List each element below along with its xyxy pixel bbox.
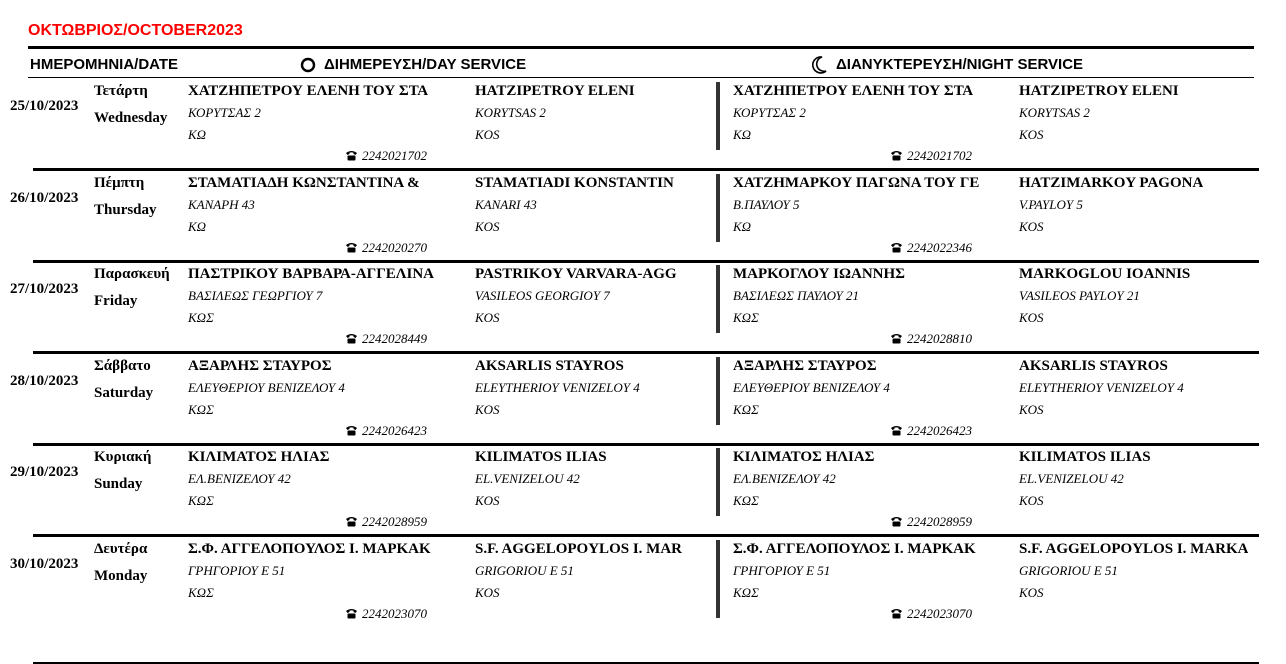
night-pharmacy-city-english: KOS	[1019, 493, 1044, 509]
date-column-header: ΗΜΕΡΟΜΗΝΙΑ/DATE	[30, 56, 179, 73]
night-pharmacy-name-greek: Σ.Φ. ΑΓΓΕΛΟΠΟΥΛΟΣ Ι. ΜΑΡΚΑΚ	[733, 541, 976, 557]
day-pharmacy-city-greek: ΚΩΣ	[188, 401, 214, 417]
night-pharmacy-phone-number: 2242022346	[907, 239, 972, 255]
day-pharmacy-address-greek: ΒΑΣΙΛΕΩΣ ΓΕΩΡΓΙΟΥ 7	[188, 288, 323, 304]
day-pharmacy-address-english: VASILEOS GEORGIOY 7	[475, 288, 610, 304]
night-service-label: ΔΙΑΝΥΚΤΕΡΕΥΣΗ/NIGHT SERVICE	[836, 56, 1084, 73]
weekday-greek: Κυριακή	[94, 449, 152, 466]
telephone-icon	[890, 424, 903, 440]
night-pharmacy-address-english: KORYTSAS 2	[1019, 105, 1090, 120]
day-pharmacy-city-english: KOS	[475, 218, 500, 234]
day-pharmacy-address-greek: ΓΡΗΓΟΡΙΟΥ Ε 51	[188, 563, 286, 578]
day-pharmacy-name-greek: ΚΙΛΙΜΑΤΟΣ ΗΛΙΑΣ	[188, 449, 330, 466]
night-pharmacy-phone-number: 2242023070	[907, 606, 972, 621]
day-pharmacy-address-english: ELEYTHERIOY VENIZELOY 4	[475, 379, 640, 395]
night-pharmacy-phone-number: 2242021702	[907, 148, 972, 163]
day-pharmacy-phone[interactable]	[345, 514, 427, 531]
night-pharmacy-address-english: V.PAYLOY 5	[1019, 196, 1083, 212]
column-divider	[716, 357, 720, 425]
weekday-greek: Πέμπτη	[94, 174, 145, 191]
night-pharmacy-phone-number: 2242028959	[907, 514, 972, 530]
day-pharmacy-address-english: GRIGORIOU E 51	[475, 563, 574, 578]
day-pharmacy-phone[interactable]	[345, 423, 427, 440]
telephone-icon	[890, 241, 903, 257]
night-pharmacy-phone[interactable]	[890, 240, 972, 257]
day-service-header	[300, 56, 526, 73]
night-service-header	[812, 56, 1083, 74]
day-pharmacy-name-english: AKSARLIS STAYROS	[475, 357, 624, 374]
day-pharmacy-address-english: EL.VENIZELOU 42	[475, 471, 580, 487]
date-cell: 30/10/2023	[10, 556, 79, 572]
night-pharmacy-city-greek: ΚΩ	[733, 127, 752, 142]
telephone-icon	[345, 149, 358, 165]
weekday-greek: Σάββατο	[94, 357, 151, 374]
day-pharmacy-city-english: KOS	[475, 585, 500, 600]
telephone-icon	[345, 607, 358, 623]
weekday-english: Monday	[94, 568, 148, 584]
telephone-icon	[345, 332, 358, 348]
telephone-icon	[345, 241, 358, 257]
row-separator	[33, 534, 1259, 537]
night-pharmacy-city-greek: ΚΩΣ	[733, 493, 759, 509]
day-pharmacy-name-english: S.F. AGGELOPOYLOS I. MAR	[475, 541, 682, 557]
header-top-rule	[28, 46, 1254, 49]
day-pharmacy-phone[interactable]	[345, 331, 427, 348]
night-pharmacy-phone[interactable]	[890, 423, 972, 440]
day-pharmacy-city-greek: ΚΩΣ	[188, 310, 214, 326]
night-pharmacy-phone[interactable]	[890, 331, 972, 348]
header-bottom-rule	[28, 77, 1254, 78]
day-pharmacy-address-english: KANARI 43	[475, 196, 537, 212]
day-pharmacy-address-english: KORYTSAS 2	[475, 105, 546, 120]
night-pharmacy-address-greek: ΒΑΣΙΛΕΩΣ ΠΑΥΛΟΥ 21	[733, 288, 859, 304]
day-pharmacy-city-greek: ΚΩΣ	[188, 493, 214, 509]
day-pharmacy-name-english: HATZIPETROY ELENI	[475, 83, 635, 99]
day-pharmacy-name-greek: ΣΤΑΜΑΤΙΑΔΗ ΚΩΝΣΤΑΝΤΙΝΑ &	[188, 174, 420, 191]
telephone-icon	[345, 424, 358, 440]
day-pharmacy-name-greek: ΠΑΣΤΡΙΚΟΥ ΒΑΡΒΑΡΑ-ΑΓΓΕΛΙΝΑ	[188, 266, 434, 283]
night-pharmacy-name-greek: ΜΑΡΚΟΓΛΟΥ ΙΩΑΝΝΗΣ	[733, 266, 905, 283]
weekday-english: Friday	[94, 293, 138, 310]
date-cell: 26/10/2023	[10, 189, 79, 206]
column-divider	[716, 82, 720, 150]
night-pharmacy-name-greek: ΑΞΑΡΛΗΣ ΣΤΑΥΡΟΣ	[733, 357, 877, 374]
night-pharmacy-name-english: HATZIMARKOY PAGONA	[1019, 174, 1204, 191]
night-pharmacy-city-english: KOS	[1019, 127, 1044, 142]
night-pharmacy-city-greek: ΚΩΣ	[733, 585, 759, 600]
telephone-icon	[345, 515, 358, 531]
column-divider	[716, 265, 720, 333]
row-separator	[33, 443, 1259, 446]
night-pharmacy-name-english: MARKOGLOU IOANNIS	[1019, 266, 1191, 283]
night-pharmacy-name-english: AKSARLIS STAYROS	[1019, 357, 1168, 374]
day-pharmacy-city-english: KOS	[475, 310, 500, 326]
day-pharmacy-name-greek: Σ.Φ. ΑΓΓΕΛΟΠΟΥΛΟΣ Ι. ΜΑΡΚΑΚ	[188, 541, 431, 557]
column-divider	[716, 540, 720, 618]
telephone-icon	[890, 607, 903, 623]
night-pharmacy-address-english: ELEYTHERIOY VENIZELOY 4	[1019, 379, 1184, 395]
day-pharmacy-address-greek: ΕΛΕΥΘΕΡΙΟΥ ΒΕΝΙΖΕΛΟΥ 4	[188, 379, 345, 395]
night-pharmacy-name-english: S.F. AGGELOPOYLOS I. MARKA	[1019, 541, 1249, 557]
moon-icon	[812, 56, 828, 74]
table-header	[28, 50, 1254, 76]
weekday-greek: Παρασκευή	[94, 266, 170, 283]
night-pharmacy-phone-number: 2242028810	[907, 331, 972, 347]
night-pharmacy-address-greek: ΓΡΗΓΟΡΙΟΥ Ε 51	[733, 563, 831, 578]
night-pharmacy-phone[interactable]	[890, 148, 972, 165]
day-pharmacy-city-english: KOS	[475, 127, 500, 142]
row-separator	[33, 168, 1259, 171]
day-pharmacy-name-english: STAMATIADI KONSTANTIN	[475, 174, 674, 191]
night-pharmacy-city-english: KOS	[1019, 585, 1044, 600]
night-pharmacy-address-english: GRIGORIOU E 51	[1019, 563, 1118, 578]
day-pharmacy-city-greek: ΚΩΣ	[188, 585, 214, 600]
night-pharmacy-phone[interactable]	[890, 606, 972, 623]
night-pharmacy-address-greek: ΕΛ.ΒΕΝΙΖΕΛΟΥ 42	[733, 471, 836, 487]
day-pharmacy-phone-number: 2242028959	[362, 514, 427, 530]
night-pharmacy-address-greek: ΚΟΡΥΤΣΑΣ 2	[733, 105, 806, 120]
day-pharmacy-address-greek: ΚΟΡΥΤΣΑΣ 2	[188, 105, 261, 120]
date-cell: 28/10/2023	[10, 372, 79, 389]
night-pharmacy-city-english: KOS	[1019, 401, 1044, 417]
day-pharmacy-phone[interactable]	[345, 148, 427, 165]
night-pharmacy-city-greek: ΚΩΣ	[733, 310, 759, 326]
weekday-english: Saturday	[94, 384, 154, 401]
day-pharmacy-city-greek: ΚΩ	[188, 218, 207, 234]
day-pharmacy-phone-number: 2242026423	[362, 422, 427, 438]
night-pharmacy-name-greek: ΧΑΤΖΗΠΕΤΡΟΥ ΕΛΕΝΗ ΤΟΥ ΣΤΑ	[733, 83, 974, 99]
night-pharmacy-phone[interactable]	[890, 514, 972, 531]
night-pharmacy-address-greek: ΕΛΕΥΘΕΡΙΟΥ ΒΕΝΙΖΕΛΟΥ 4	[733, 379, 890, 395]
day-pharmacy-city-english: KOS	[475, 401, 500, 417]
sun-icon	[300, 57, 316, 73]
row-separator	[33, 260, 1259, 263]
night-pharmacy-city-english: KOS	[1019, 218, 1044, 234]
day-pharmacy-name-greek: ΑΞΑΡΛΗΣ ΣΤΑΥΡΟΣ	[188, 357, 332, 374]
night-pharmacy-city-greek: ΚΩ	[733, 218, 752, 234]
column-divider	[716, 174, 720, 242]
date-cell: 29/10/2023	[10, 464, 79, 481]
weekday-greek: Δευτέρα	[94, 541, 148, 557]
night-pharmacy-name-english: HATZIPETROY ELENI	[1019, 83, 1179, 99]
telephone-icon	[890, 332, 903, 348]
page-title: ΟΚΤΩΒΡΙΟΣ/OCTOBER2023	[28, 22, 243, 39]
day-pharmacy-phone-number: 2242028449	[362, 331, 427, 347]
weekday-english: Thursday	[94, 201, 157, 218]
day-pharmacy-phone-number: 2242023070	[362, 606, 427, 621]
night-pharmacy-address-english: VASILEOS PAYLOY 21	[1019, 288, 1140, 304]
day-pharmacy-city-greek: ΚΩ	[188, 127, 207, 142]
date-cell: 25/10/2023	[10, 98, 79, 114]
night-pharmacy-phone-number: 2242026423	[907, 422, 972, 438]
day-pharmacy-phone-number: 2242021702	[362, 148, 427, 163]
night-pharmacy-name-greek: ΧΑΤΖΗΜΑΡΚΟΥ ΠΑΓΩΝΑ ΤΟΥ ΓΕ	[733, 174, 980, 191]
day-pharmacy-phone-number: 2242020270	[362, 239, 427, 255]
day-pharmacy-phone[interactable]	[345, 240, 427, 257]
row-separator	[33, 351, 1259, 354]
telephone-icon	[890, 515, 903, 531]
day-pharmacy-address-greek: ΕΛ.ΒΕΝΙΖΕΛΟΥ 42	[188, 471, 291, 487]
night-pharmacy-name-english: KILIMATOS ILIAS	[1019, 449, 1151, 466]
day-service-label: ΔΙΗΜΕΡΕΥΣΗ/DAY SERVICE	[324, 56, 527, 73]
day-pharmacy-city-english: KOS	[475, 493, 500, 509]
weekday-english: Wednesday	[94, 110, 168, 126]
telephone-icon	[890, 149, 903, 165]
night-pharmacy-address-english: EL.VENIZELOU 42	[1019, 471, 1124, 487]
column-divider	[716, 448, 720, 516]
weekday-greek: Τετάρτη	[94, 83, 148, 99]
day-pharmacy-address-greek: ΚΑΝΑΡΗ 43	[188, 196, 255, 212]
day-pharmacy-name-english: PASTRIKOY VARVARA-AGG	[475, 266, 677, 283]
night-pharmacy-city-english: KOS	[1019, 310, 1044, 326]
night-pharmacy-address-greek: Β.ΠΑΥΛΟΥ 5	[733, 196, 800, 212]
day-pharmacy-name-english: KILIMATOS ILIAS	[475, 449, 607, 466]
weekday-english: Sunday	[94, 476, 143, 493]
day-pharmacy-name-greek: ΧΑΤΖΗΠΕΤΡΟΥ ΕΛΕΝΗ ΤΟΥ ΣΤΑ	[188, 83, 429, 99]
night-pharmacy-city-greek: ΚΩΣ	[733, 401, 759, 417]
night-pharmacy-name-greek: ΚΙΛΙΜΑΤΟΣ ΗΛΙΑΣ	[733, 449, 875, 466]
day-pharmacy-phone[interactable]	[345, 606, 427, 623]
date-cell: 27/10/2023	[10, 281, 79, 298]
